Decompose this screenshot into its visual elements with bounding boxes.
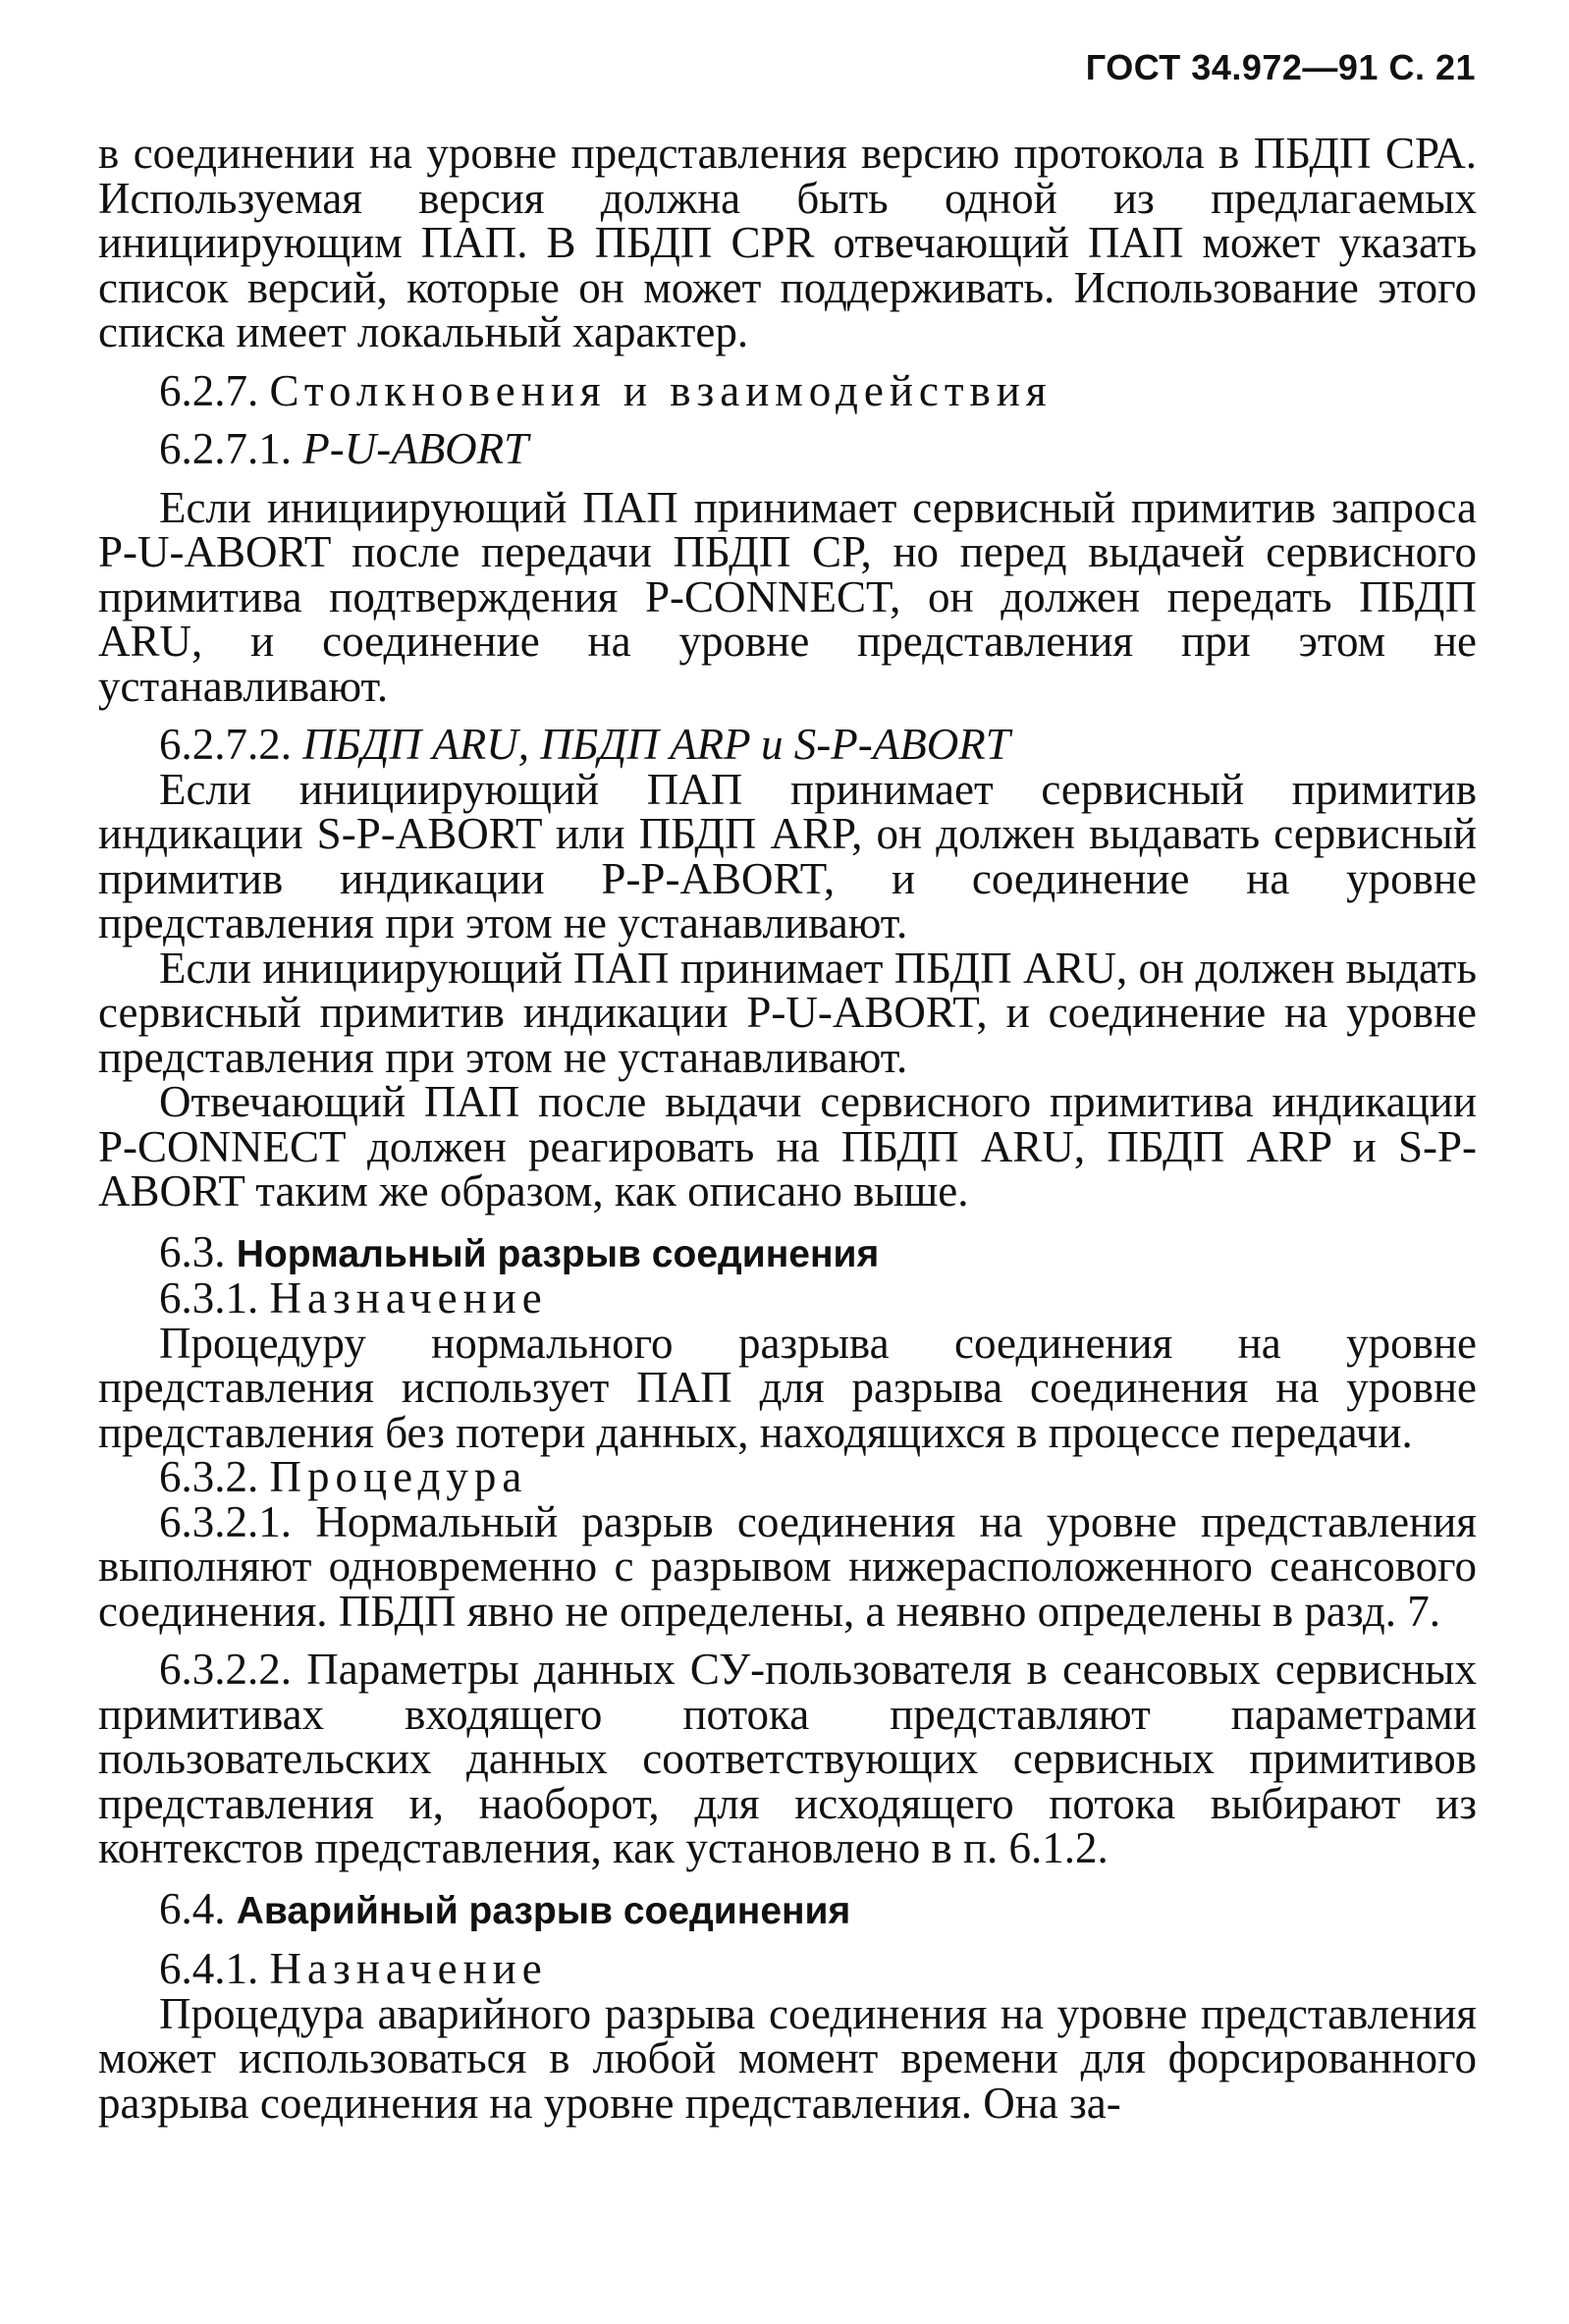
section-title: ПБДП ARU, ПБДП ARP и S-P-ABORT xyxy=(302,720,1010,769)
section-title: P-U-ABORT xyxy=(302,424,529,473)
section-heading-6-2-7-1 xyxy=(98,424,1477,473)
section-number: 6.2.7. xyxy=(159,365,259,415)
section-number: 6.2.7.2. xyxy=(159,720,292,769)
paragraph: Процедуру нормального разрыва соединения на уровне представления использует ПАП для разрыва соединения на уровне представления без потери данных, находящихся в процессе передачи. xyxy=(98,1318,1477,1457)
section-title: Столкновения и взаимодействия xyxy=(269,365,1053,415)
paragraph: Если инициирующий ПАП принимает сервисный примитив запроса P-U-ABORT после передачи ПБДП СР, но перед выдачей сервисного примитива подтверждения P-CONNECT, он должен передать ПБДП ARU, и соединение на уровне представления при этом не устанавливают. xyxy=(98,482,1477,711)
section-heading-6-3-1 xyxy=(98,1273,1477,1323)
section-number: 6.4. xyxy=(159,1883,226,1933)
section-title: Назначение xyxy=(269,1273,548,1323)
section-title: Назначение xyxy=(269,1944,548,1993)
paragraph: Отвечающий ПАП после выдачи сервисного примитива индикации P-CONNECT должен реагировать на ПБДП ARU, ПБДП ARP и S-P-ABORT таким же образом, как описано выше. xyxy=(98,1077,1477,1216)
section-number: 6.3.1. xyxy=(159,1273,259,1323)
paragraph: Если инициирующий ПАП принимает ПБДП ARU, он должен выдать сервисный примитив индикации P-U-ABORT, и соединение на уровне представления при этом не устанавливают. xyxy=(98,943,1477,1082)
paragraph: в соединении на уровне представления версию протокола в ПБДП СРА. Используемая версия должна быть одной из предлагаемых инициирующим ПАП. В ПБДП CPR отвечающий ПАП может указать список версий, которые он может поддерживать. Использование этого списка имеет локальный характер. xyxy=(98,129,1477,356)
section-number: 6.3. xyxy=(159,1226,226,1276)
paragraph: Процедура аварийного разрыва соединения на уровне представления может использоваться в любой момент времени для форсированного разрыва соединения на уровне представления. Она за- xyxy=(98,1988,1477,2128)
section-heading-6-4 xyxy=(98,1883,1477,1934)
paragraph: 6.3.2.2. Параметры данных СУ-пользователя в сеансовых сервисных примитивах входящего потока представляют параметрами пользовательских данных соответствующих сервисных примитивов представления и, наоборот, для исходящего потока выбирают из контекстов представления, как установлено в п. 6.1.2. xyxy=(98,1645,1477,1872)
paragraph: 6.3.2.1. Нормальный разрыв соединения на уровне представления выполняют одновременно с разрывом нижерасположенного сеансового соединения. ПБДП явно не определены, а неявно определены в разд. 7. xyxy=(98,1496,1477,1636)
section-number: 6.4.1. xyxy=(159,1944,259,1993)
section-heading-6-2-7-2 xyxy=(98,720,1477,769)
section-heading-6-2-7 xyxy=(98,365,1477,415)
page-header: ГОСТ 34.972—91 С. 21 xyxy=(1085,47,1476,87)
section-title: Процедура xyxy=(269,1452,528,1501)
page-content xyxy=(98,129,1477,2128)
paragraph: Если инициирующий ПАП принимает сервисный примитив индикации S-P-ABORT или ПБДП ARP, он должен выдавать сервисный примитив индикации P-P-ABORT, и соединение на уровне представления при этом не устанавливают. xyxy=(98,764,1477,947)
section-title: Аварийный разрыв соединения xyxy=(236,1889,851,1932)
section-heading-6-4-1 xyxy=(98,1944,1477,1993)
section-number: 6.3.2. xyxy=(159,1452,259,1501)
section-heading-6-3 xyxy=(98,1226,1477,1277)
section-number: 6.2.7.1. xyxy=(159,424,292,473)
section-heading-6-3-2 xyxy=(98,1452,1477,1501)
section-title: Нормальный разрыв соединения xyxy=(236,1232,880,1275)
